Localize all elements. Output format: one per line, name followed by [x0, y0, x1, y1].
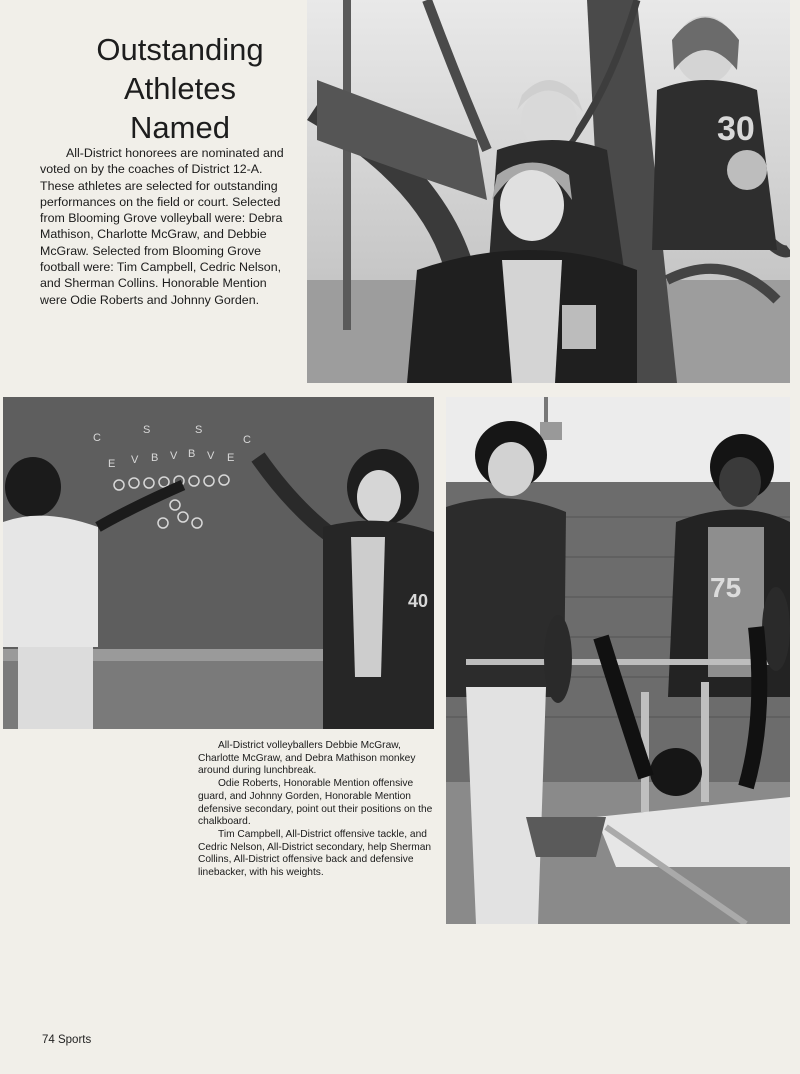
jersey-number-text: 30	[717, 110, 755, 148]
weights-photo	[446, 397, 790, 924]
svg-text:E: E	[227, 452, 235, 464]
volleyball-photo	[307, 0, 790, 383]
svg-text:S: S	[195, 424, 203, 436]
svg-text:E: E	[108, 458, 116, 470]
intro-paragraph: All-District honorees are nominated and voted on by the coaches of District 12-A. These athletes are selected for outstanding performances on the field or court. Selected from Blooming Grove volleyball were: Debra Mathison, Charlotte McGraw, and Debbie McGraw. Selected from Blooming Grove football were: Tim Campbell, Cedric Nelson, and Sherman Collins. Honorable Mention were Odie Roberts and Johnny Gorden.	[40, 146, 284, 307]
svg-text:C: C	[243, 434, 251, 446]
svg-text:C: C	[93, 432, 101, 444]
jacket-number-text: 40	[408, 591, 429, 611]
chalkboard-photo-image	[3, 397, 434, 729]
svg-text:V: V	[170, 450, 178, 462]
page-folio: 74 Sports	[42, 1034, 92, 1046]
chalkboard-photo	[3, 397, 434, 729]
svg-text:B: B	[151, 452, 159, 464]
caption-paragraph-3: Tim Campbell, All-District offensive tackle, and Cedric Nelson, All-District secondary, help Sherman Collins, All-District offensive back and defensive linebacker, with his weights.	[198, 828, 432, 879]
caption-paragraph-2: Odie Roberts, Honorable Mention offensive guard, and Johnny Gorden, Honorable Mention defensive secondary, point out their positions on the chalkboard.	[198, 778, 433, 828]
caption-paragraph-1: All-District volleyballers Debbie McGraw, Charlotte McGraw, and Debra Mathison monkey around during lunchbreak.	[198, 740, 416, 777]
shirt-number-text: 75	[710, 572, 742, 603]
title-line-2: Athletes	[123, 71, 236, 106]
weights-photo-image	[446, 397, 790, 924]
title-line-1: Outstanding	[96, 32, 264, 67]
volleyball-photo-image	[307, 0, 790, 383]
svg-text:B: B	[188, 448, 196, 460]
photo-caption	[198, 740, 438, 880]
svg-text:S: S	[143, 424, 151, 436]
svg-text:V: V	[207, 450, 215, 462]
svg-text:V: V	[131, 454, 139, 466]
title-line-3: Named	[130, 110, 230, 145]
page-title	[60, 30, 300, 147]
intro-text	[40, 145, 296, 308]
